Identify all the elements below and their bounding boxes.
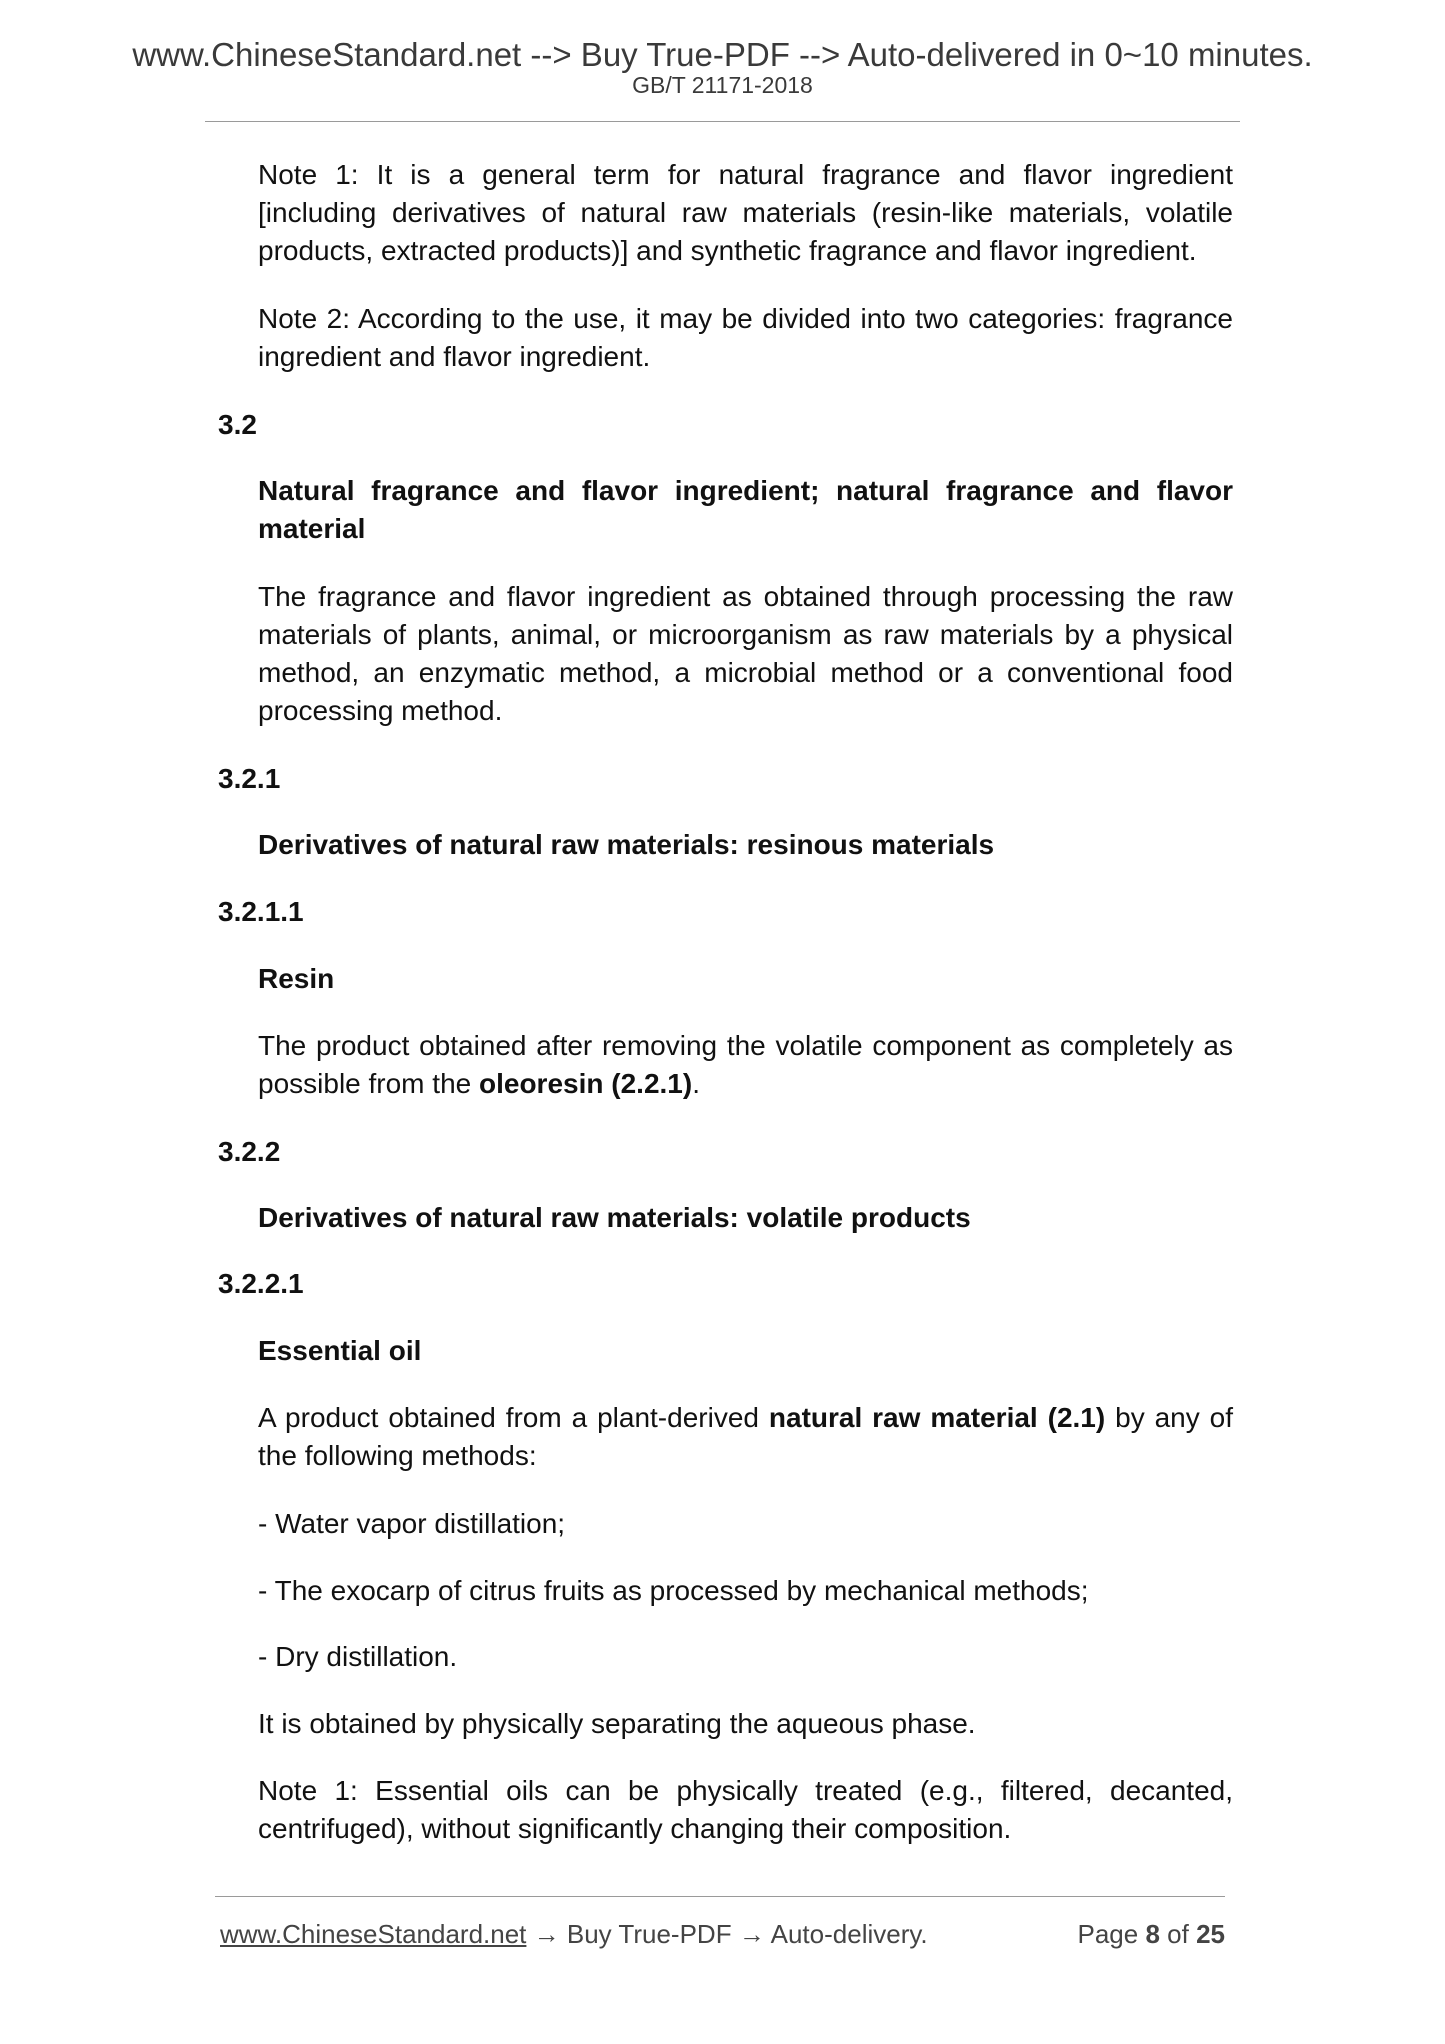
site-banner: www.ChineseStandard.net --> Buy True-PDF --> Auto-delivered in 0~10 minutes. (132, 36, 1313, 73)
section-number-3-2-1-1: 3.2.1.1 (218, 896, 304, 927)
term-heading-3-2-1: Derivatives of natural raw materials: resinous materials (258, 829, 995, 860)
separation-statement: It is obtained by physically separating the aqueous phase. (258, 1708, 976, 1739)
method-item-2: - The exocarp of citrus fruits as processed by mechanical methods; (258, 1575, 1089, 1606)
document-code: GB/T 21171-2018 (632, 72, 813, 98)
section-number-3-2-2-1: 3.2.2.1 (218, 1268, 304, 1299)
definition-3-2-2-1 (258, 1399, 1233, 1475)
cross-reference: oleoresin (2.2.1) (479, 1068, 693, 1099)
arrow-icon: → (738, 1919, 765, 1949)
definition-3-2-1-1 (258, 1027, 1233, 1103)
note-1-paragraph: Note 1: It is a general term for natural fragrance and flavor ingredient [including derivatives of natural raw materials (resin-like materials, volatile products, extracted products)] and synthetic fragrance and flavor ingredient. (258, 159, 1233, 266)
term-heading-3-2: Natural fragrance and flavor ingredient; natural fragrance and flavor material (258, 475, 1233, 544)
term-heading-3-2-2-1: Essential oil (258, 1335, 422, 1366)
cross-reference: natural raw material (2.1) (768, 1402, 1106, 1433)
definition-text: The product obtained after removing the volatile component as completely as possible from the (258, 1030, 1233, 1099)
page-label: Page (1077, 1919, 1139, 1949)
term-heading-3-2-2: Derivatives of natural raw materials: volatile products (258, 1202, 971, 1233)
page-footer (220, 1918, 1225, 1950)
header-divider (205, 121, 1240, 122)
current-page-number: 8 (1145, 1919, 1160, 1949)
note-2-paragraph: Note 2: According to the use, it may be divided into two categories: fragrance ingredient and flavor ingredient. (258, 303, 1233, 372)
definition-text-end: by any of the following methods: (258, 1402, 1234, 1471)
section-number-3-2-2: 3.2.2 (218, 1136, 281, 1167)
method-item-1: - Water vapor distillation; (258, 1508, 566, 1539)
section-number-3-2-1: 3.2.1 (218, 763, 281, 794)
section-number-3-2: 3.2 (218, 409, 257, 440)
total-pages: 25 (1196, 1919, 1225, 1949)
term-heading-3-2-1-1: Resin (258, 963, 335, 994)
definition-text-end: . (692, 1068, 700, 1099)
footer-links (220, 1918, 928, 1950)
of-label: of (1167, 1919, 1189, 1949)
page-indicator (1077, 1918, 1225, 1950)
arrow-icon: → (533, 1919, 560, 1949)
note-1-essential-oil: Note 1: Essential oils can be physically treated (e.g., filtered, decanted, centrifuged), without significantly changing their composition. (258, 1775, 1233, 1844)
buy-text: Buy True-PDF (566, 1919, 732, 1949)
definition-text: A product obtained from a plant-derived (258, 1402, 769, 1433)
site-link[interactable]: www.ChineseStandard.net (220, 1919, 527, 1949)
definition-3-2: The fragrance and flavor ingredient as obtained through processing the raw materials of plants, animal, or microorganism as raw materials by a physical method, an enzymatic method, a microbial method or a conventional food processing method. (258, 581, 1233, 726)
method-item-3: - Dry distillation. (258, 1641, 458, 1672)
footer-divider (215, 1896, 1225, 1897)
auto-delivery-text: Auto-delivery. (770, 1919, 928, 1949)
